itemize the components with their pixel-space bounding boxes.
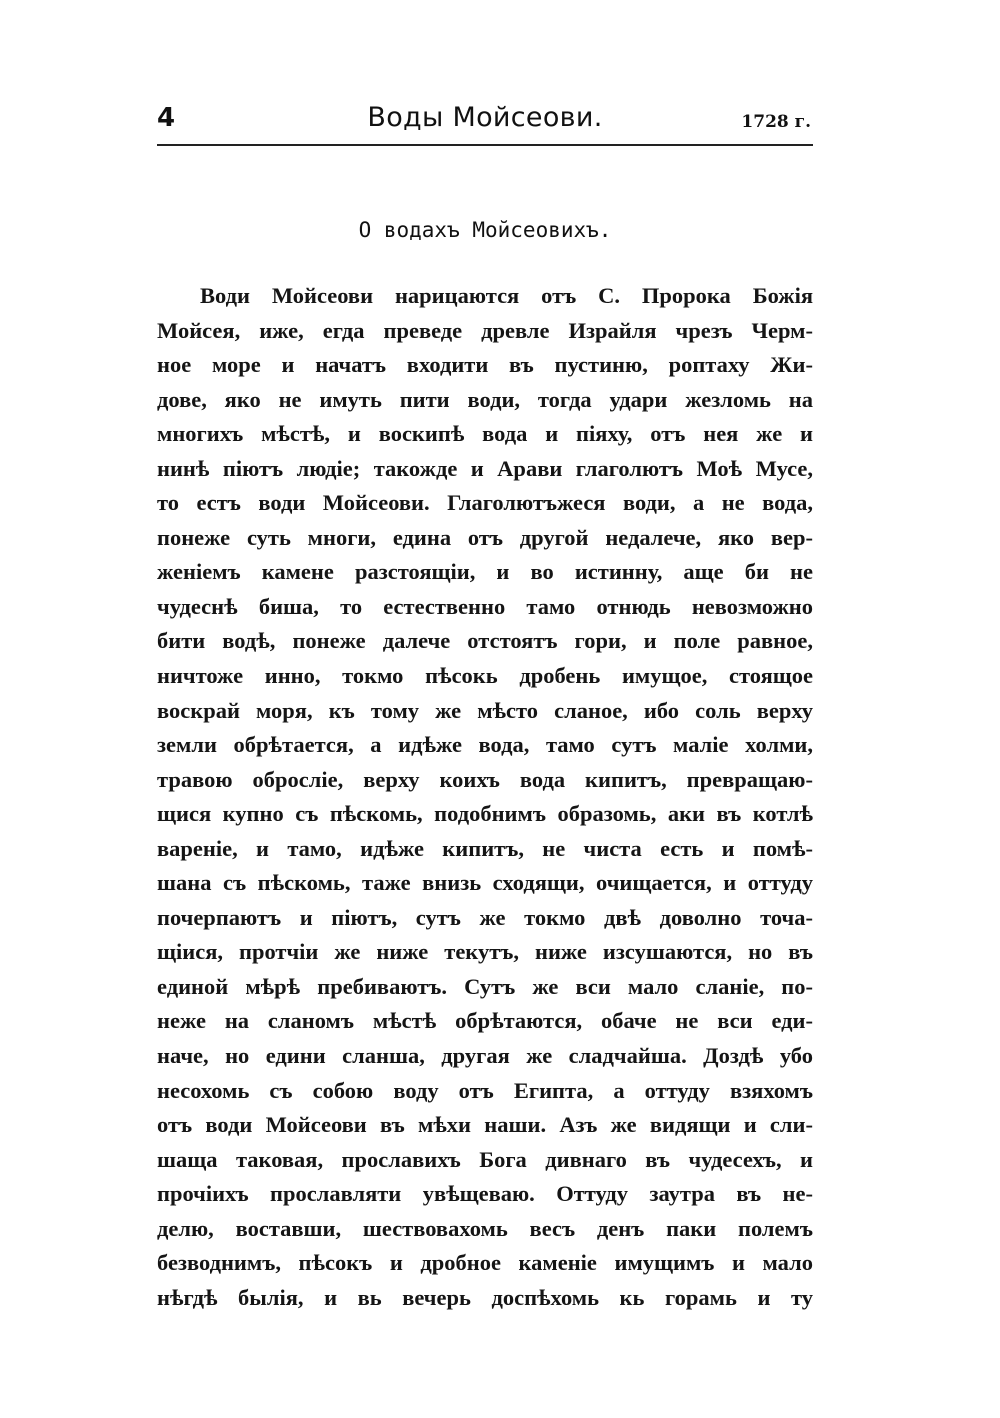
text-line: нѣгдѣ былія, и вь вечерь доспѣхомь кь горамь и ту (157, 1284, 813, 1310)
text-line: многихъ мѣстѣ, и воскипѣ вода и піяху, отъ нея же и (157, 421, 813, 447)
running-title: Воды Мойсеови. (367, 102, 603, 133)
running-year: 1728 г. (741, 112, 811, 132)
text-line: несохомь съ собою воду отъ Египта, а оттуду взяхомъ (157, 1077, 813, 1103)
running-header (157, 100, 813, 146)
text-line: воскрай моря, къ тому же мѣсто сланое, ибо соль верху (157, 697, 813, 723)
text-line: земли обрѣтается, а идѣже вода, тамо сутъ маліе холми, (157, 732, 813, 758)
text-line: отъ води Мойсеови въ мѣхи наши. Азъ же видящи и сли- (157, 1112, 813, 1138)
text-line: делю, воставши, шествовахомь весъ денъ паки полемъ (157, 1215, 813, 1241)
text-line: то естъ води Мойсеови. Глаголютъжеся води, а не вода, (157, 490, 813, 516)
text-line: понеже суть многи, едина отъ другой недалече, яко вер- (157, 524, 813, 550)
text-line: Води Мойсеови нарицаются отъ С. Пророка Божія (200, 283, 813, 308)
text-line: ное море и начатъ входити въ пустиню, роптаху Жи- (157, 352, 813, 378)
text-line: вареніе, и тамо, идѣже кипитъ, не чиста есть и помѣ- (157, 835, 813, 861)
page-number: 4 (157, 103, 176, 133)
text-line: Мойсея, иже, егда преведе древле Израйля чрезъ Черм- (157, 317, 813, 343)
text-line: безводнимъ, пѣсокъ и дробное каменіе имущимъ и мало (157, 1250, 813, 1276)
text-line: щіися, протчіи же ниже текутъ, ниже изсушаются, но въ (157, 939, 813, 965)
section-title: О водахъ Мойсеовихъ. (358, 218, 612, 242)
text-line: прочіихъ прославляти увѣщеваю. Оттуду заутра въ не- (157, 1181, 813, 1207)
text-line: дове, яко не имуть пити води, тогда удари жезломь на (157, 386, 813, 412)
text-line: чудеснѣ биша, то естественно тамо отнюдь невозможно (157, 593, 813, 619)
text-line: ничтоже инно, токмо пѣсокь дробень имущое, стоящое (157, 663, 813, 689)
text-line: шаща таковая, прославихъ Бога дивнаго въ чудесехъ, и (157, 1146, 813, 1172)
text-line: щися купно съ пѣскомь, подобнимъ образомь, аки въ котлѣ (157, 801, 813, 827)
text-line: единой мѣрѣ пребиваютъ. Сутъ же вси мало сланіе, по- (157, 973, 813, 999)
text-line: нинѣ піютъ людіе; такожде и Арави глаголютъ Моѣ Мусе, (157, 455, 813, 481)
text-line: шана съ пѣскомь, таже внизь сходящи, очищается, и оттуду (157, 870, 813, 896)
text-line: бити водѣ, понеже далече отстоятъ гори, и поле равное, (157, 628, 813, 654)
text-line: женіемъ камене разстоящіи, и во истинну, аще би не (157, 559, 813, 585)
text-line: наче, но едини сланша, другая же сладчайша. Доздѣ убо (157, 1043, 813, 1069)
text-line: неже на сланомъ мѣстѣ обрѣтаются, обаче не вси еди- (157, 1008, 813, 1034)
text-line: травою обросліе, верху коихъ вода кипитъ, превращаю- (157, 766, 813, 792)
text-line: почерпаютъ и піютъ, сутъ же токмо двѣ доволно точа- (157, 904, 813, 930)
body-text (157, 279, 813, 1315)
